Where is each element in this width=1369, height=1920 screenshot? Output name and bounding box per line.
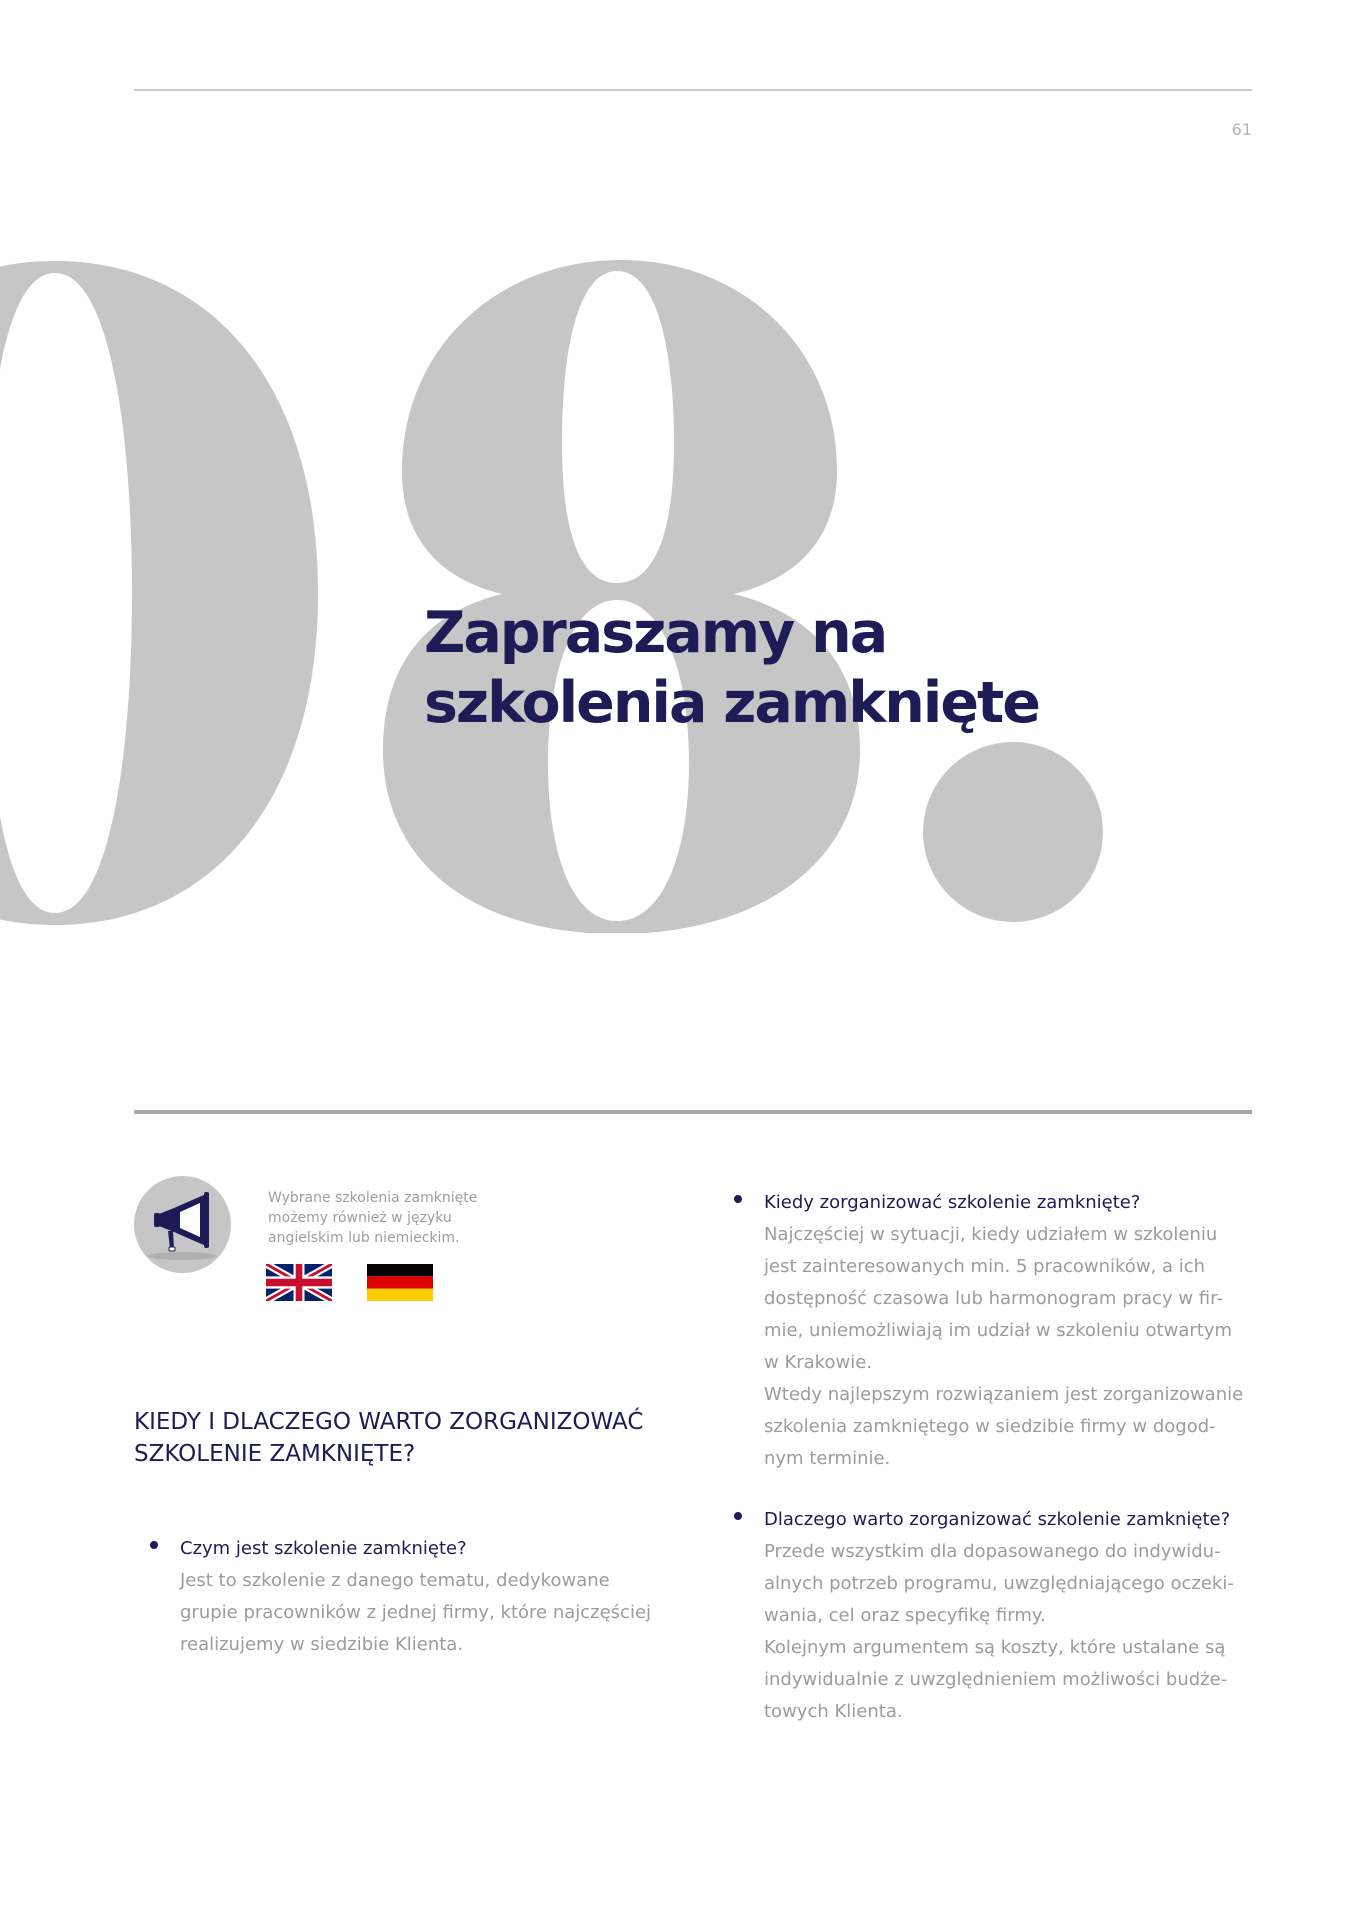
chapter-numeral	[0, 253, 1369, 933]
section-divider	[134, 1110, 1252, 1114]
faq-answer: Jest to szkolenie z danego tematu, dedykowane grupie pracowników z jednej firmy, które najczęściej realizujemy w siedzibie Klienta.	[180, 1570, 652, 1655]
page-headline	[424, 598, 1039, 738]
megaphone-badge	[134, 1176, 231, 1273]
faq-question: Czym jest szkolenie zamknięte?	[180, 1538, 467, 1559]
bullet-dot	[734, 1195, 742, 1203]
germany-flag-icon	[367, 1264, 433, 1301]
numeral-zero-glyph	[0, 261, 318, 925]
uk-flag-icon	[266, 1264, 332, 1301]
faq-question: Dlaczego warto zorganizować szkolenie zamknięte?	[764, 1509, 1231, 1530]
section-heading-line-2: SZKOLENIE ZAMKNIĘTE?	[134, 1441, 416, 1467]
faq-item-why	[764, 1504, 1254, 1728]
numeral-eight-glyph	[383, 260, 860, 933]
faq-question: Kiedy zorganizować szkolenie zamknięte?	[764, 1192, 1141, 1213]
page-number: 61	[1231, 120, 1252, 139]
faq-item-what-is	[180, 1533, 680, 1661]
section-heading	[134, 1406, 694, 1470]
top-divider	[134, 89, 1252, 91]
bullet-dot	[734, 1512, 742, 1520]
language-availability-note: Wybrane szkolenia zamknięte możemy również w języku angielskim lub niemieckim.	[268, 1190, 478, 1246]
headline-line-2: szkolenia zamknięte	[424, 670, 1039, 736]
megaphone-icon	[134, 1176, 231, 1273]
numeral-dot-glyph	[923, 742, 1103, 922]
faq-answer: Najczęściej w sytuacji, kiedy udziałem w szkoleniu jest zainteresowanych min. 5 pracowników, a ich dostępność czasowa lub harmonogram pracy w fir- mie, uniemożliwiają im udział w szkoleniu otwartym w Krakowie. Wtedy najlepszym rozwiązaniem jest zorganizowanie szkolenia zamkniętego w siedzibie firmy w dogod- nym terminie.	[764, 1224, 1244, 1469]
headline-line-1: Zapraszamy na	[424, 600, 887, 666]
faq-answer: Przede wszystkim dla dopasowanego do indywidu- alnych potrzeb programu, uwzględniającego oczeki- wania, cel oraz specyfikę firmy. Kolejnym argumentem są koszty, które ustalane są indywidualnie z uwzględnieniem możliwości budże- towych Klienta.	[764, 1541, 1234, 1722]
faq-item-when	[764, 1187, 1254, 1475]
section-heading-line-1: KIEDY I DLACZEGO WARTO ZORGANIZOWAĆ	[134, 1409, 644, 1435]
bullet-dot	[150, 1541, 158, 1549]
